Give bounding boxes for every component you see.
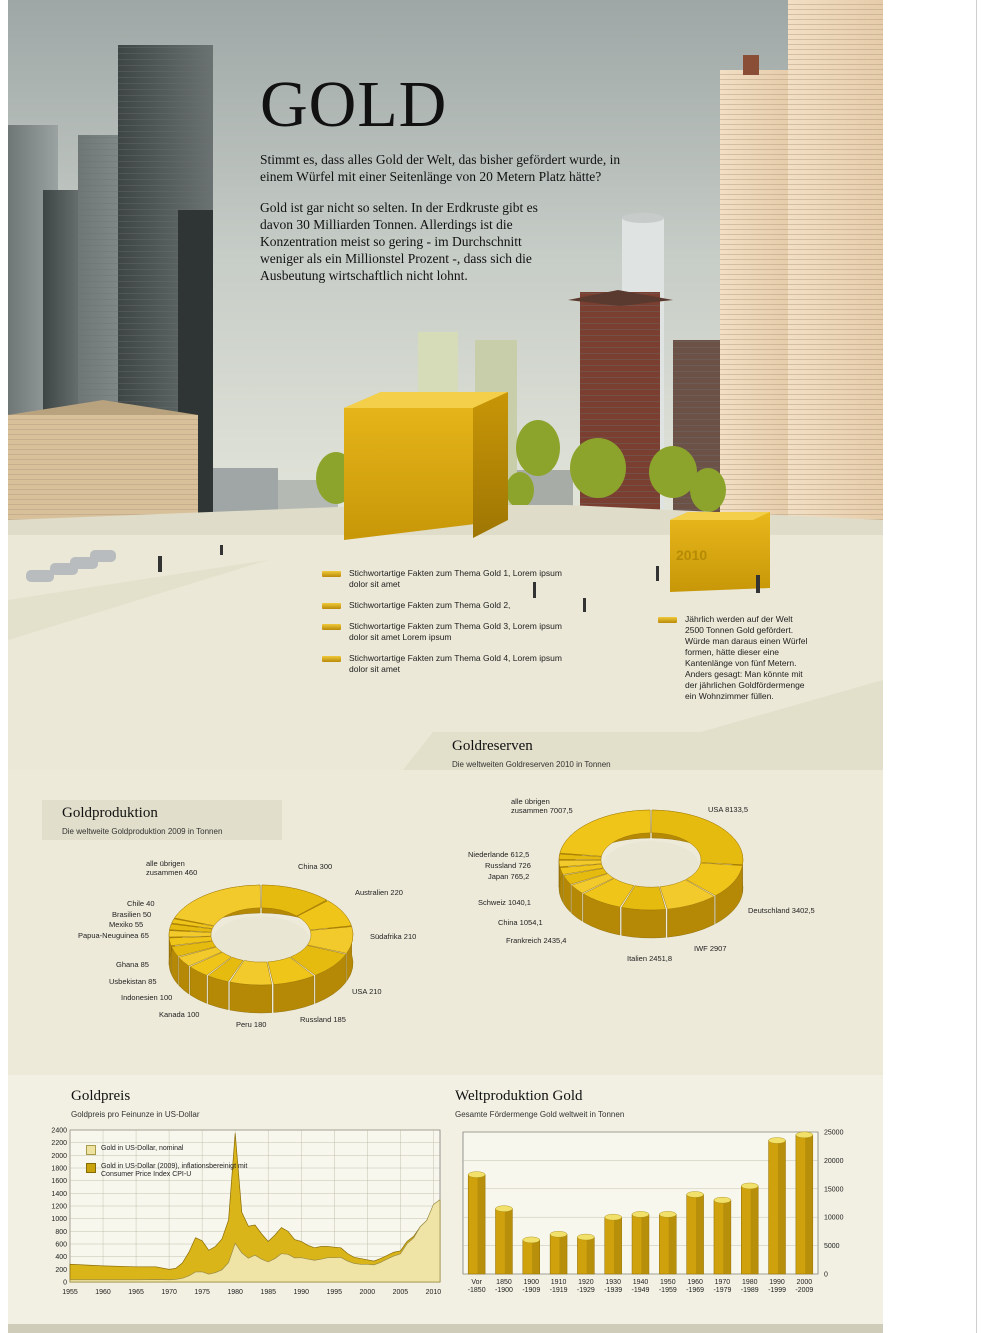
slice-label: Australien 220 bbox=[355, 888, 403, 897]
bar-cap bbox=[714, 1197, 731, 1203]
y-tick-label: 0 bbox=[824, 1271, 828, 1279]
slice-label: Japan 765,2 bbox=[488, 872, 530, 881]
bar-shade bbox=[723, 1200, 731, 1274]
slice-label: Russland 726 bbox=[485, 861, 531, 870]
bar-shade bbox=[778, 1141, 786, 1274]
bar-cap bbox=[632, 1211, 649, 1217]
bar-shade bbox=[805, 1135, 813, 1274]
slice-label: Papua-Neuguinea 65 bbox=[78, 931, 149, 940]
weltproduktion-chart bbox=[453, 1122, 853, 1312]
x-tick-label: 1950 -1959 bbox=[658, 1279, 677, 1294]
slice-label: alle übrigen zusammen 7007,5 bbox=[511, 797, 573, 815]
y-tick-label: 2000 bbox=[51, 1152, 67, 1160]
x-tick-label: 1910 -1919 bbox=[549, 1279, 568, 1294]
gold-bar-icon bbox=[322, 624, 341, 630]
x-tick-label: 1900 -1909 bbox=[522, 1279, 541, 1294]
x-tick-label: 2005 bbox=[392, 1289, 409, 1296]
x-tick-label: 2000 -2009 bbox=[795, 1279, 814, 1294]
bar-cap bbox=[495, 1206, 512, 1212]
x-tick-label: 1980 -1989 bbox=[740, 1279, 759, 1294]
goldreserven-donut bbox=[541, 795, 761, 955]
y-tick-label: 25000 bbox=[824, 1129, 844, 1137]
x-tick-label: 1920 -1929 bbox=[576, 1279, 595, 1294]
legend-swatch bbox=[86, 1145, 96, 1155]
y-tick-label: 1400 bbox=[51, 1190, 67, 1198]
slice-label: China 1054,1 bbox=[498, 918, 543, 927]
slice-label: Niederlande 612,5 bbox=[468, 850, 530, 859]
intro-body: Gold ist gar nicht so selten. In der Erdkruste gibt es davon 30 Milliarden Tonnen. Allerdings ist die Konzentration meist so gering - im Durchschnitt weniger als ein Millionstel Prozent -, dass sich die Ausbeutung wirtschaftlich nicht lohnt. bbox=[260, 200, 538, 283]
y-tick-label: 10000 bbox=[824, 1214, 844, 1222]
bar-shade bbox=[505, 1209, 513, 1274]
intro-question: Stimmt es, dass alles Gold der Welt, das bisher gefördert wurde, in einem Würfel mit einer Seitenlänge von 20 Metern Platz hätte? bbox=[260, 152, 621, 184]
x-tick-label: 1850 -1900 bbox=[495, 1279, 513, 1294]
gold-bar-icon bbox=[322, 656, 341, 662]
bar-cap bbox=[659, 1211, 676, 1217]
slice-label: Südafrika 210 bbox=[370, 932, 417, 941]
y-tick-label: 0 bbox=[63, 1279, 67, 1287]
bar-shade bbox=[696, 1194, 704, 1274]
slice-label: Chile 40 bbox=[127, 899, 155, 908]
slice-label: Russland 185 bbox=[300, 1015, 346, 1024]
x-tick-label: 1940 -1949 bbox=[631, 1279, 650, 1294]
bar-cap bbox=[523, 1237, 540, 1243]
cube-2010-label: 2010 bbox=[676, 547, 708, 563]
x-tick-label: 1970 -1979 bbox=[713, 1279, 732, 1294]
bar-cap bbox=[769, 1138, 786, 1144]
bar-cap bbox=[741, 1183, 758, 1189]
y-tick-label: 5000 bbox=[824, 1243, 840, 1251]
bar-cap bbox=[550, 1231, 567, 1237]
y-tick-label: 15000 bbox=[824, 1186, 844, 1194]
goldreserven-title: Goldreserven bbox=[452, 738, 533, 754]
goldproduktion-donut bbox=[158, 860, 378, 1020]
page-edge-line bbox=[976, 0, 977, 1333]
y-tick-label: 400 bbox=[55, 1254, 67, 1262]
y-tick-label: 2200 bbox=[51, 1140, 67, 1148]
legend-item: Gold in US-Dollar, nominal bbox=[86, 1145, 276, 1155]
y-tick-label: 2400 bbox=[51, 1127, 67, 1135]
slice-label: USA 210 bbox=[352, 987, 382, 996]
bar-shade bbox=[559, 1234, 567, 1274]
slice-label: Ghana 85 bbox=[116, 960, 149, 969]
slice-label: alle übrigen zusammen 460 bbox=[146, 859, 198, 877]
x-tick-label: 1990 -1999 bbox=[768, 1279, 786, 1294]
y-tick-label: 1200 bbox=[51, 1203, 67, 1211]
bar-shade bbox=[669, 1214, 677, 1274]
donut-slice-side bbox=[230, 982, 272, 1013]
bar-cap bbox=[687, 1191, 704, 1197]
y-tick-label: 800 bbox=[55, 1228, 67, 1236]
weltproduktion-subtitle: Gesamte Fördermenge Gold weltweit in Tonnen bbox=[455, 1110, 625, 1119]
y-tick-label: 20000 bbox=[824, 1157, 844, 1165]
slice-label: Schweiz 1040,1 bbox=[478, 898, 531, 907]
bottom-strip bbox=[8, 1324, 883, 1333]
slice-label: IWF 2907 bbox=[694, 944, 727, 953]
x-tick-label: 1930 -1939 bbox=[604, 1279, 623, 1294]
slice-label: Peru 180 bbox=[236, 1020, 267, 1029]
fact-item: Stichwortartige Fakten zum Thema Gold 3, Lorem ipsum dolor sit amet Lorem ipsum bbox=[322, 621, 572, 643]
slice-label: Indonesien 100 bbox=[121, 993, 173, 1002]
donut-slice-side bbox=[622, 907, 666, 938]
y-tick-label: 600 bbox=[55, 1241, 67, 1249]
bar-cap bbox=[796, 1132, 813, 1138]
slice-label: Usbekistan 85 bbox=[109, 977, 157, 986]
bar-shade bbox=[751, 1186, 759, 1274]
x-tick-label: 1995 bbox=[326, 1289, 343, 1296]
bar-cap bbox=[468, 1172, 485, 1178]
bar-shade bbox=[641, 1214, 649, 1274]
x-tick-label: 1965 bbox=[128, 1289, 144, 1296]
x-tick-label: 1955 bbox=[62, 1289, 78, 1296]
y-tick-label: 1000 bbox=[51, 1216, 67, 1224]
page-title: GOLD bbox=[260, 68, 448, 141]
slice-label: China 300 bbox=[298, 862, 333, 871]
x-tick-label: 1990 bbox=[293, 1289, 310, 1296]
slice-label: Italien 2451,8 bbox=[627, 954, 673, 963]
x-tick-label: 1960 bbox=[95, 1289, 111, 1296]
x-tick-label: 1985 bbox=[260, 1289, 277, 1296]
legend-item: Gold in US-Dollar (2009), inflationsbereinigt mit Consumer Price Index CPI-U bbox=[86, 1163, 276, 1179]
bar-cap bbox=[577, 1234, 594, 1240]
x-tick-label: 1975 bbox=[194, 1289, 210, 1296]
fact-item: Stichwortartige Fakten zum Thema Gold 1, Lorem ipsum dolor sit amet bbox=[322, 568, 572, 590]
gold-bar-icon bbox=[322, 603, 341, 609]
slice-label: Kanada 100 bbox=[159, 1010, 200, 1019]
bar-shade bbox=[532, 1240, 540, 1274]
x-tick-label: 1980 bbox=[227, 1289, 243, 1296]
x-tick-label: 1960 -1969 bbox=[686, 1279, 705, 1294]
goldpreis-subtitle: Goldpreis pro Feinunze in US-Dollar bbox=[71, 1110, 200, 1119]
bar-cap bbox=[605, 1214, 622, 1220]
x-tick-label: 1970 bbox=[161, 1289, 177, 1296]
x-tick-label: Vor -1850 bbox=[467, 1279, 486, 1294]
goldproduktion-subtitle: Die weltweite Goldproduktion 2009 in Tonnen bbox=[62, 827, 223, 836]
slice-label: Brasilien 50 bbox=[112, 910, 152, 919]
fact-item: Stichwortartige Fakten zum Thema Gold 2, bbox=[322, 600, 572, 611]
bar-shade bbox=[478, 1175, 486, 1274]
fact-list bbox=[322, 568, 572, 685]
poster bbox=[8, 0, 883, 1333]
slice-label: Deutschland 3402,5 bbox=[748, 906, 815, 915]
slice-label: USA 8133,5 bbox=[708, 805, 749, 814]
goldproduktion-title: Goldproduktion bbox=[62, 805, 158, 821]
goldpreis-legend bbox=[86, 1145, 276, 1179]
x-tick-label: 2010 bbox=[425, 1289, 442, 1296]
y-tick-label: 200 bbox=[55, 1266, 67, 1274]
gold-bar-icon bbox=[322, 571, 341, 577]
fact-item: Stichwortartige Fakten zum Thema Gold 4, Lorem ipsum dolor sit amet bbox=[322, 653, 572, 675]
slice-label: Mexiko 55 bbox=[109, 920, 144, 929]
slice-label: Frankreich 2435,4 bbox=[506, 936, 567, 945]
legend-swatch bbox=[86, 1163, 96, 1173]
y-tick-label: 1800 bbox=[51, 1165, 67, 1173]
goldpreis-title: Goldpreis bbox=[71, 1088, 131, 1104]
bar-shade bbox=[614, 1217, 622, 1274]
gold-bar-icon bbox=[658, 617, 677, 623]
weltproduktion-title: Weltproduktion Gold bbox=[455, 1088, 583, 1104]
bar-shade bbox=[587, 1237, 595, 1274]
x-tick-label: 2000 bbox=[359, 1289, 376, 1296]
y-tick-label: 1600 bbox=[51, 1178, 67, 1186]
yearly-note: Jährlich werden auf der Welt 2500 Tonnen Gold gefördert. Würde man daraus einen Würfel formen, hätte dieser eine Kantenlänge von fünf Metern. Anders gesagt: Man könnte mit der jährlichen Goldfördermenge ein Wohnzimmer füllen. bbox=[658, 614, 808, 702]
goldreserven-subtitle: Die weltweiten Goldreserven 2010 in Tonnen bbox=[452, 760, 611, 769]
